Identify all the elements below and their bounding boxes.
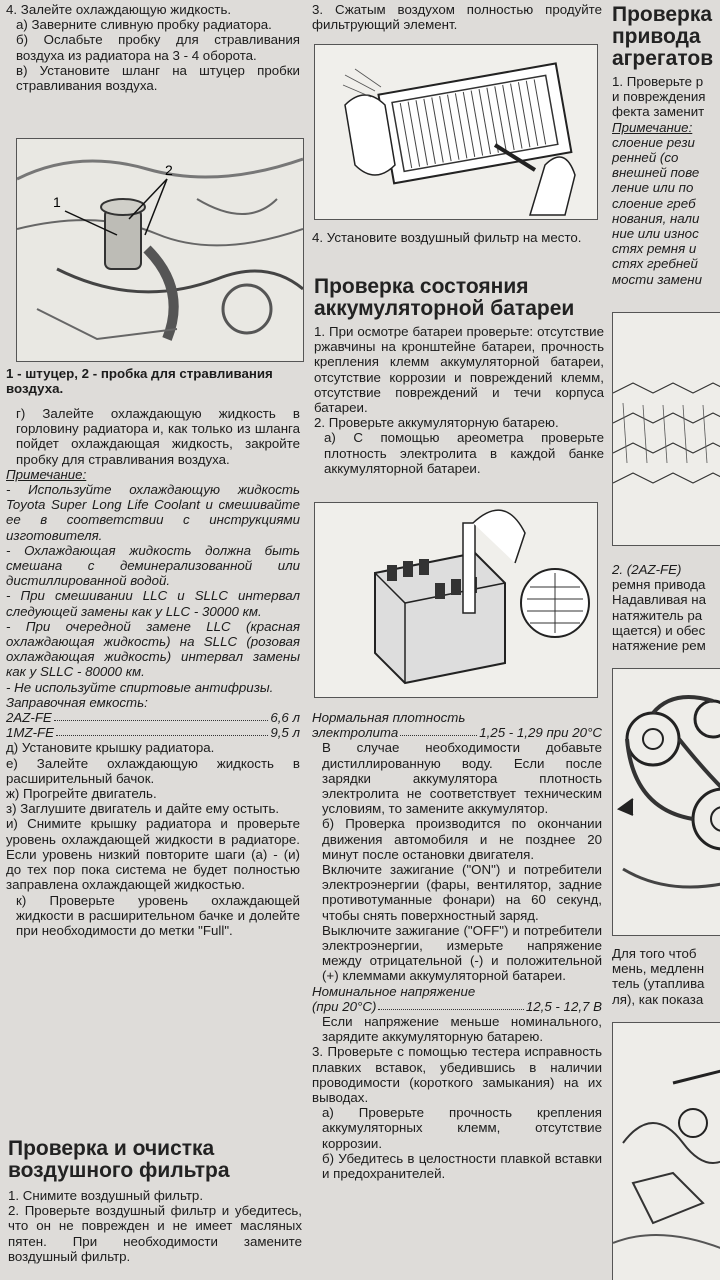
step-d: д) Установите крышку радиатора. (6, 740, 215, 756)
belt-note-title: Примечание: (612, 119, 693, 135)
belt-note-line-5: слоение греб (612, 195, 696, 211)
density-note: В случае необходимости добавьте дистиллированную воду. Если после зарядки аккумулятора плотность электролита не соответствует техническим условиям, то замените аккумулятор. (322, 740, 602, 817)
capacity-title: Заправочная емкость: (6, 694, 148, 710)
air-filter-step-4: 4. Установите воздушный фильтр на место. (312, 230, 582, 245)
battery-p3: 3. Проверьте с помощью тестера исправность плавких вставок, убедившись в наличии проводимости (короткого замыкания) на их выводах. (312, 1044, 602, 1106)
belt-tool-illustration (613, 1023, 720, 1280)
belt-p2-line-4: натяжитель ра (612, 607, 703, 623)
figure-belt-ribs (612, 312, 720, 546)
belt-p3-line-1: Для того чтоб (612, 946, 697, 961)
voltage-label: Номинальное напряжение (312, 983, 476, 999)
belt-note-line-7: ние или износ (612, 226, 699, 242)
section-air-filter-title: Проверка и очистка воздушного фильтра (8, 1137, 230, 1182)
battery-p2b-2: Включите зажигание ("ON") и потребители электроэнергии (фары, вентилятор, задние противотуманные фонари) на 60 секунд, чтобы снять поверхностный заряд. (322, 862, 602, 923)
step-g: г) Залейте охлаждающую жидкость в горловину радиатора и, как только из шланга пойдет охлаждающая жидкость, закройте пробку для стравливания воздуха. (16, 406, 300, 467)
radiator-illustration (17, 139, 303, 361)
figure-battery-hydrometer (314, 502, 598, 698)
belt-p1-line-2: и повреждения (612, 89, 706, 105)
capacity-row-2az: 2AZ-FE 6,6 л (6, 710, 300, 726)
belt-p3-line-2: мень, медленн (612, 961, 705, 977)
air-filter-step-1: 1. Снимите воздушный фильтр. (8, 1188, 204, 1203)
density-row: электролита 1,25 - 1,29 при 20°C (312, 725, 602, 741)
capacity-row-1mz: 1MZ-FE 9,5 л (6, 725, 300, 741)
belt-p3-line-4: ля), как показа (612, 991, 704, 1007)
figure1-label-2: 2 (165, 162, 173, 178)
figure-radiator-plug (16, 138, 304, 362)
belt-note-line-8: стях ремня и (612, 241, 697, 257)
belt-p2-line-1: 2. (2AZ-FE) (612, 562, 682, 577)
battery-p1: 1. При осмотре батареи проверьте: отсутствие ржавчины на кронштейне батареи, прочность крепления клемм аккумуляторной батареи, отсутствие коррозии и повреждений клемм, отсутствие повреждений и течи корпуса батареи. (314, 324, 604, 416)
air-filter-step-2: 2. Проверьте воздушный фильтр и убедитесь, что он не поврежден и не имеет масляных пятен. При необходимости замените воздушный фильтр. (8, 1203, 302, 1264)
voltage-row: (при 20°C) 12,5 - 12,7 В (312, 998, 602, 1014)
figure-belt-tool (612, 1022, 720, 1280)
column-right (610, 0, 720, 1280)
belt-p2-line-2: ремня привода (612, 577, 706, 593)
battery-p2a: а) С помощью ареометра проверьте плотность электролита в каждой банке аккумуляторной батареи. (324, 430, 604, 476)
step-i: и) Снимите крышку радиатора и проверьте уровень охлаждающей жидкости в радиаторе. Если уровень низкий повторите шаги (а) - (и) до тех пор пока система не будет полностью заправлена охлаждающей жидкостью. (6, 816, 300, 893)
note-1: - Используйте охлаждающую жидкость Toyota Super Long Life Coolant и смешивайте ее в соответствии с инструкциями изготовителя. (6, 482, 300, 543)
section-belt-title-line-2: привода (612, 25, 701, 48)
belt-note-line-2: ренней (со (612, 150, 679, 166)
belt-tensioner-illustration (613, 669, 720, 935)
battery-p2b: б) Проверка производится по окончании движения автомобиля и не позднее 20 минут после остановки двигателя. (322, 816, 602, 862)
belt-p1-line-3: фекта заменит (612, 104, 705, 120)
step-4: 4. Залейте охлаждающую жидкость. (6, 2, 232, 17)
note-title: Примечание: (6, 466, 87, 482)
belt-note-line-6: нования, нали (612, 210, 700, 226)
figure1-caption: 1 - штуцер, 2 - пробка для стравливания воздуха. (6, 366, 273, 397)
figure1-label-1: 1 (53, 194, 61, 210)
figure-belt-tensioner (612, 668, 720, 936)
section-belt-title-line-3: агрегатов (612, 47, 714, 70)
step-zh: ж) Прогрейте двигатель. (6, 786, 157, 802)
battery-p3a: а) Проверьте прочность крепления аккумуляторных клемм, отсутствие коррозии. (322, 1105, 602, 1151)
note-2: - Охлаждающая жидкость должна быть смешана с деминерализованной или дистиллированной водой. (6, 542, 300, 589)
air-filter-step-3: 3. Сжатым воздухом полностью продуйте фильтрующий элемент. (312, 2, 602, 33)
figure-air-filter (314, 44, 598, 220)
step-4c: в) Установите шланг на штуцер пробки стравливания воздуха. (16, 62, 300, 94)
battery-illustration (315, 503, 597, 697)
step-k: к) Проверьте уровень охлаждающей жидкости в расширительном бачке и долейте при необходимости до метки "Full". (16, 892, 300, 938)
section-belt-title-line-1: Проверка (612, 3, 713, 26)
belt-ribs-illustration (613, 313, 720, 545)
battery-p3b: б) Убедитесь в целостности плавкой вставки и предохранителей. (322, 1150, 602, 1182)
step-4b: б) Ослабьте пробку для стравливания воздуха из радиатора на 3 - 4 оборота. (16, 32, 300, 63)
belt-p1-line-1: 1. Проверьте р (612, 74, 704, 89)
voltage-note: Если напряжение меньше номинального, зарядите аккумуляторную батарею. (322, 1014, 602, 1045)
step-e: е) Залейте охлаждающую жидкость в расширительный бачок. (6, 755, 300, 786)
belt-p2-line-3: Надавливая на (612, 592, 707, 608)
air-filter-illustration (315, 45, 597, 219)
belt-p2-line-6: натяжение рем (612, 638, 706, 654)
step-z: з) Заглушите двигатель и дайте ему остыть. (6, 801, 280, 817)
battery-p2: 2. Проверьте аккумуляторную батарею. (314, 415, 559, 431)
note-4: - При очередной замене LLC (красная охлаждающая жидкость) на SLLC (розовая охлаждающая жидкость) интервал замены как у SLLC - 80000 км. (6, 618, 300, 680)
note-3: - При смешивании LLC и SLLC интервал следующей замены как у LLC - 30000 км. (6, 588, 300, 619)
belt-note-line-1: слоение рези (612, 134, 695, 150)
belt-p3-line-3: тель (утаплива (612, 976, 705, 992)
belt-note-line-9: стях гребней (612, 256, 698, 272)
belt-note-line-10: мости замени (612, 271, 702, 287)
step-4a: а) Заверните сливную пробку радиатора. (16, 17, 272, 33)
belt-p2-line-5: щается) и обес (612, 622, 706, 638)
section-battery-title: Проверка состояния аккумуляторной батареи (314, 275, 575, 320)
belt-note-line-3: внешней пове (612, 165, 700, 181)
note-5: - Не используйте спиртовые антифризы. (6, 679, 274, 695)
battery-p2b-3: Выключите зажигание ("OFF") и потребители электроэнергии, измерьте напряжение между отрицательной (-) и положительной (+) клеммами аккумуляторной батареи. (322, 922, 602, 984)
belt-note-line-4: ление или по (612, 180, 694, 196)
density-label: Нормальная плотность (312, 710, 466, 725)
